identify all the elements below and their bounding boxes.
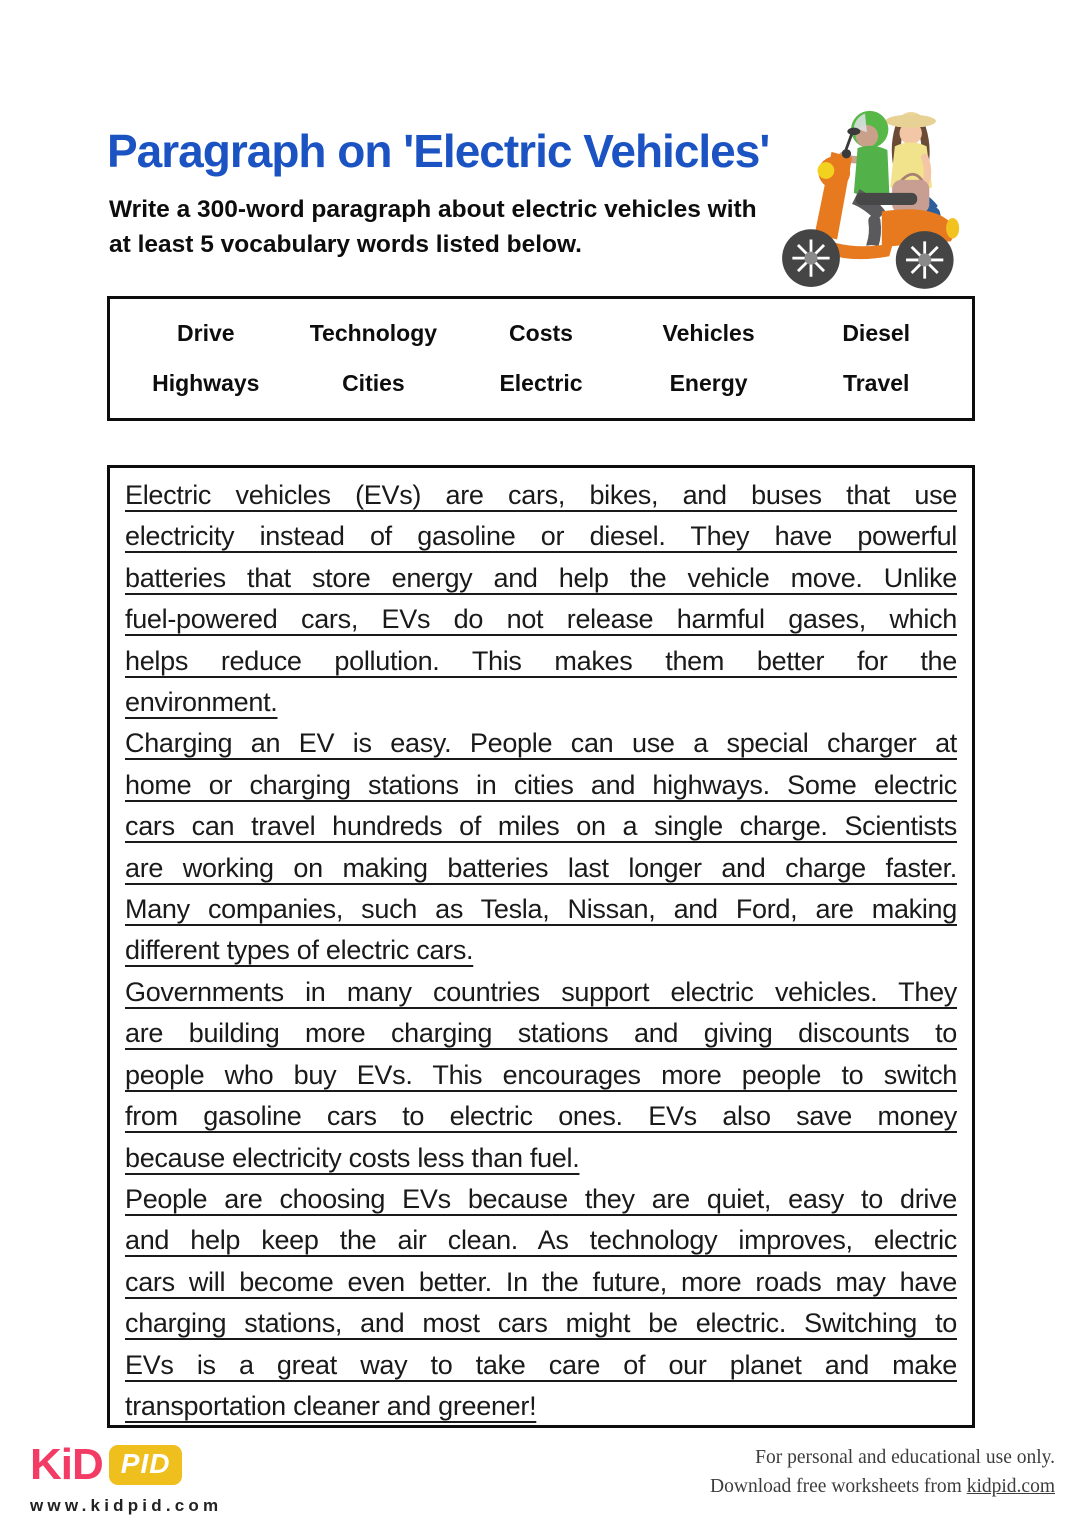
essay-line: because electricity costs less than fuel.: [125, 1142, 580, 1173]
essay-line: EVs is a great way to take care of our planet and make: [125, 1349, 957, 1380]
essay-line: different types of electric cars.: [125, 935, 474, 966]
essay-line: from gasoline cars to electric ones. EVs also save money: [125, 1101, 957, 1132]
vocab-word: Vehicles: [662, 320, 755, 347]
essay-line: transportation cleaner and greener!: [125, 1390, 537, 1421]
vocab-word: Highways: [152, 369, 260, 396]
vocab-word: Diesel: [842, 320, 911, 347]
essay-line: environment.: [125, 687, 278, 718]
essay-line: electricity instead of gasoline or diesel. They have powerful: [125, 521, 957, 552]
essay-line: people who buy EVs. This encourages more people to switch: [125, 1059, 957, 1090]
license-note: [710, 1444, 1055, 1501]
essay-line: cars can travel hundreds of miles on a single charge. Scientists: [125, 811, 957, 842]
essay-line: are building more charging stations and giving discounts to: [125, 1018, 957, 1049]
essay-line: and help keep the air clean. As technology improves, electric: [125, 1225, 957, 1256]
essay-line: charging stations, and most cars might be electric. Switching to: [125, 1308, 957, 1339]
essay-line: are working on making batteries last longer and charge faster.: [125, 852, 957, 883]
vocab-word: Electric: [499, 369, 583, 396]
vocab-word: Travel: [842, 369, 910, 396]
essay-line: fuel-powered cars, EVs do not release harmful gases, which: [125, 604, 957, 635]
essay-line: People are choosing EVs because they are quiet, easy to drive: [125, 1183, 957, 1214]
logo-pid-badge: PID: [109, 1445, 183, 1485]
essay-line: batteries that store energy and help the vehicle move. Unlike: [125, 562, 957, 593]
website-url: www.kidpid.com: [30, 1496, 223, 1515]
vocab-word: Technology: [309, 320, 438, 347]
vocab-word: Cities: [342, 369, 405, 396]
license-line2-prefix: Download free worksheets from: [710, 1475, 967, 1497]
logo-kid-text: KiD: [30, 1440, 103, 1489]
vocab-word: Costs: [509, 320, 573, 347]
vocab-word: Energy: [669, 369, 748, 396]
instructions-text: Write a 300-word paragraph about electric vehicles with at least 5 vocabulary words listed below.: [109, 196, 757, 258]
essay-line: Governments in many countries support electric vehicles. They: [125, 976, 957, 1007]
scooter-couple-illustration: [770, 90, 975, 292]
vocabulary-box: [107, 296, 975, 421]
license-line1: For personal and educational use only.: [755, 1447, 1055, 1468]
scooter-illustration-svg: [770, 90, 975, 292]
essay-line: helps reduce pollution. This makes them better for the: [125, 645, 957, 676]
essay-line: home or charging stations in cities and highways. Some electric: [125, 769, 957, 800]
page-title: Paragraph on 'Electric Vehicles': [107, 125, 770, 177]
essay-box: [107, 465, 975, 1428]
essay-line: Many companies, such as Tesla, Nissan, and Ford, are making: [125, 894, 957, 925]
essay-line: Electric vehicles (EVs) are cars, bikes, and buses that use: [125, 480, 957, 510]
essay-line: cars will become even better. In the future, more roads may have: [125, 1266, 957, 1297]
kidpid-link[interactable]: kidpid.com: [966, 1475, 1055, 1497]
essay-line: Charging an EV is easy. People can use a special charger at: [125, 728, 957, 759]
vocab-word: Drive: [177, 320, 235, 347]
license-line2: [710, 1473, 1055, 1502]
kidpid-logo: [30, 1440, 222, 1516]
